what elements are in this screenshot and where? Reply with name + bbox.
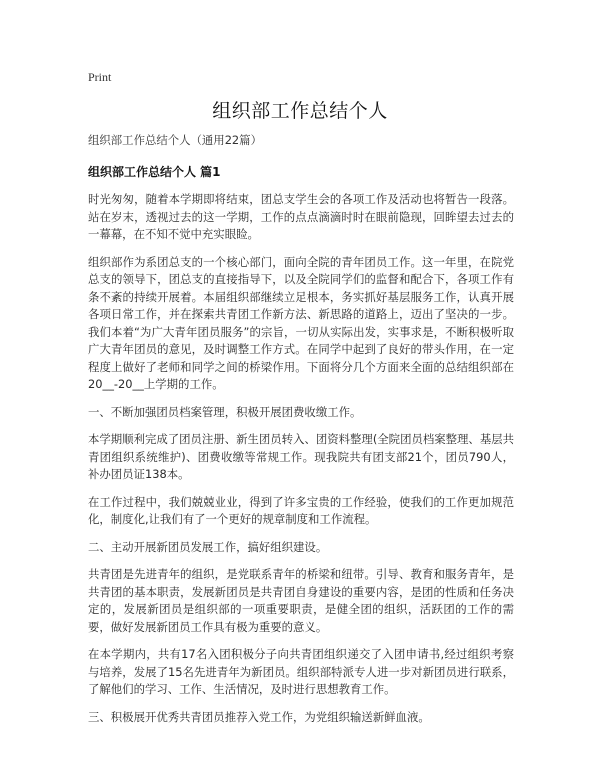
subheading-three: 三、积极展开优秀共青团员推荐入党工作，为党组织输送新鲜血液。	[88, 709, 430, 724]
paragraph-league-duty: 共青团是先进青年的组织，是党联系青年的桥梁和纽带。引导、教育和服务青年，是共青团的基本职责，发展新团员是共青团自身建设的重要内容，是团的性质和任务决定的，发展新团员是组织部的一项重要职责，是健全团的组织，活跃团的工作的需要，做好发展新团员工作具有极为重要的意义。	[88, 567, 514, 634]
paragraph-overview: 组织部作为系团总支的一个核心部门，面向全院的青年团员工作。这一年里，在院党总支的领导下，团总支的直接指导下，以及全院同学们的监督和配合下，各项工作有条不紊的持续开展着。本届组织部继续立足根本，务实抓好基层服务工作，认真开展各项日常工作，并在探索共青团工作新方法、新思路的道路上，迈出了坚决的一步。我们本着“为广大青年团员服务”的宗旨，一切从实际出发，实事求是，不断积极听取广大青年团员的意见，及时调整工作方式。在同学中起到了良好的带头作用，在一定程度上做好了老师和同学之间的桥梁作用。下面将分几个方面来全面的总结组织部在20__-20__上学期的工作。	[88, 254, 514, 391]
subheading-two: 二、主动开展新团员发展工作，搞好组织建设。	[88, 539, 328, 554]
section-title: 组织部工作总结个人 篇1	[88, 165, 221, 179]
paragraph-experience: 在工作过程中，我们兢兢业业，得到了许多宝贵的工作经验，使我们的工作更加规范化，制度化,让我们有了一个更好的规章制度和工作流程。	[88, 494, 514, 526]
paragraph-intro: 时光匆匆，随着本学期即将结束，团总支学生会的各项工作及活动也将暂告一段落。站在岁末，透视过去的这一学期，工作的点点滴滴时时在眼前隐现，回眸望去过去的一幕幕，在不知不觉中充实眼睑。	[88, 192, 514, 241]
document-subtitle: 组织部工作总结个人（通用22篇）	[88, 133, 262, 147]
subheading-one: 一、不断加强团员档案管理，积极开展团费收缴工作。	[88, 404, 362, 419]
paragraph-archive-work: 本学期顺利完成了团员注册、新生团员转入、团资料整理(全院团员档案整理、基层共青团组织系统维护)、团费收缴等常规工作。现我院共有团支部21个，团员790人，补办团员证138本。	[88, 432, 514, 481]
document-title: 组织部工作总结个人	[212, 100, 388, 122]
paragraph-new-members: 在本学期内，共有17名入团积极分子向共青团组织递交了入团申请书,经过组织考察与培养，发展了15名先进青年为新团员。组织部特派专人进一步对新团员进行联系，了解他们的学习、工作、生活情况，及时进行思想教育工作。	[88, 647, 514, 696]
document-body	[88, 132, 514, 736]
print-label[interactable]: Print	[88, 70, 112, 84]
